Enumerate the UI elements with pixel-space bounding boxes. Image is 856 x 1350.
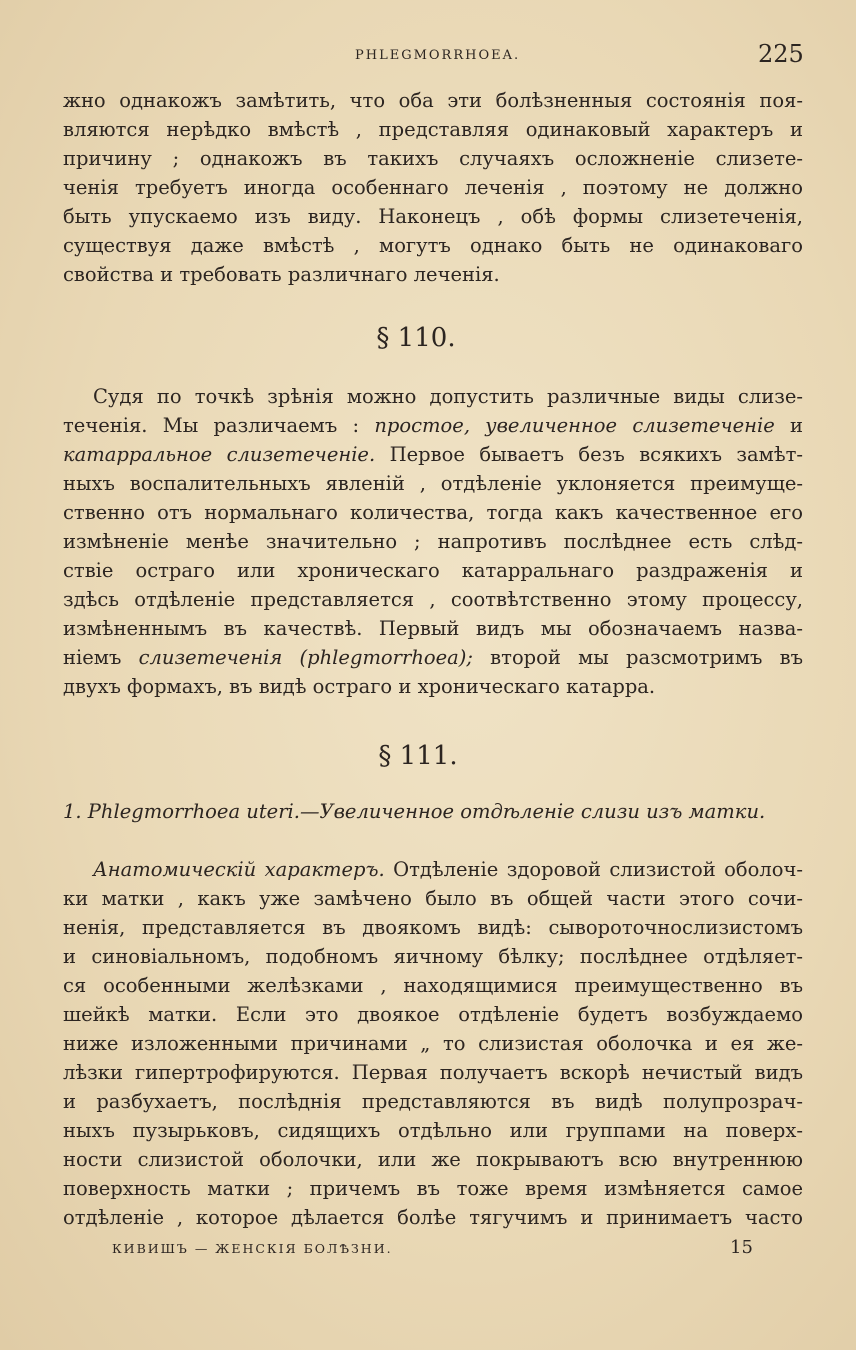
text-run: Отдѣленіе здоровой слизистой оболоч-	[384, 858, 803, 881]
text-line: ности слизистой оболочки, или же покрываютъ всю внутреннюю	[63, 1148, 803, 1171]
text-line: ныхъ воспалительныхъ явленій , отдѣленіе уклоняется преимуще-	[63, 472, 803, 495]
section-heading-110: § 110.	[376, 323, 456, 353]
text-line: ненія, представляется въ двоякомъ видѣ: сывороточнослизистомъ	[63, 916, 803, 939]
text-line: ки матки , какъ уже замѣчено было въ общей части этого сочи-	[63, 887, 803, 910]
text-line: вляются нерѣдко вмѣстѣ , представляя одинаковый характеръ и	[63, 118, 803, 141]
text-line: ственно отъ нормальнаго количества, тогда какъ качественное его	[63, 501, 803, 524]
text-line: свойства и требовать различнаго леченія.	[63, 263, 500, 286]
text-line	[63, 412, 803, 440]
text-line: ченія требуетъ иногда особеннаго леченія , поэтому не должно	[63, 176, 803, 199]
text-line: ся особенными желѣзками , находящимися преимущественно въ	[63, 974, 803, 997]
text-line	[93, 856, 803, 884]
text-line: причину ; однакожъ въ такихъ случаяхъ осложненіе слизете-	[63, 147, 803, 170]
text-run: теченія. Мы различаемъ :	[63, 414, 375, 437]
text-run: и	[774, 414, 804, 437]
text-line: здѣсь отдѣленіе представляется , соотвѣтственно этому процессу,	[63, 588, 803, 611]
text-line: и разбухаетъ, послѣднія представляются въ видѣ полупрозрач-	[63, 1090, 803, 1113]
text-line: ныхъ пузырьковъ, сидящихъ отдѣльно или группами на поверх-	[63, 1119, 803, 1142]
text-line: Судя по точкѣ зрѣнія можно допустить различные виды слизе-	[93, 385, 803, 408]
text-line	[63, 644, 803, 672]
text-line: шейкѣ матки. Если это двоякое отдѣленіе будетъ возбуждаемо	[63, 1003, 803, 1026]
text-line: лѣзки гипертрофируются. Первая получаетъ вскорѣ нечистый видъ	[63, 1061, 803, 1084]
italic-term: Анатомическій характеръ.	[93, 858, 385, 881]
italic-term: слизетеченія (phlegmorrhoea);	[138, 646, 473, 669]
text-line	[63, 441, 803, 469]
text-run: Первое бываетъ безъ всякихъ замѣт-	[375, 443, 803, 466]
running-head: PHLEGMORRHOEA.	[355, 48, 521, 63]
page-number: 225	[758, 40, 804, 68]
text-line: ствіе остраго или хроническаго катарральнаго раздраженія и	[63, 559, 803, 582]
italic-term: простое, увеличенное слизетеченіе	[374, 414, 775, 437]
text-line: жно однакожъ замѣтить, что оба эти болѣзненныя состоянія поя-	[63, 89, 803, 112]
text-line: быть упускаемо изъ виду. Наконецъ , обѣ формы слизетеченія,	[63, 205, 803, 228]
subsection-title: 1. Phlegmorrhoea uteri.—Увеличенное отдѣленіе слизи изъ матки.	[63, 800, 766, 823]
text-run: второй мы разсмотримъ въ	[472, 646, 804, 669]
text-line: отдѣленіе , которое дѣлается болѣе тягучимъ и принимаетъ часто	[63, 1206, 803, 1229]
text-line: двухъ формахъ, въ видѣ остраго и хроническаго катарра.	[63, 675, 656, 698]
section-heading-111: § 111.	[378, 741, 458, 771]
footer-signature: КИВИШЪ — ЖЕНСКІЯ БОЛѢЗНИ.	[112, 1241, 393, 1256]
text-run: ніемъ	[63, 646, 139, 669]
footer-sheet-number: 15	[730, 1237, 753, 1258]
text-line: измѣненіе менѣе значительно ; напротивъ послѣднее есть слѣд-	[63, 530, 803, 553]
text-line: измѣненнымъ въ качествѣ. Первый видъ мы обозначаемъ назва-	[63, 617, 803, 640]
text-line: существуя даже вмѣстѣ , могутъ однако быть не одинаковаго	[63, 234, 803, 257]
italic-term: катарральное слизетеченіе.	[63, 443, 376, 466]
text-line: и синовіальномъ, подобномъ яичному бѣлку; послѣднее отдѣляет-	[63, 945, 803, 968]
text-line: поверхность матки ; причемъ въ тоже время измѣняется самое	[63, 1177, 803, 1200]
text-line: ниже изложенными причинами „ то слизистая оболочка и ея же-	[63, 1032, 803, 1055]
